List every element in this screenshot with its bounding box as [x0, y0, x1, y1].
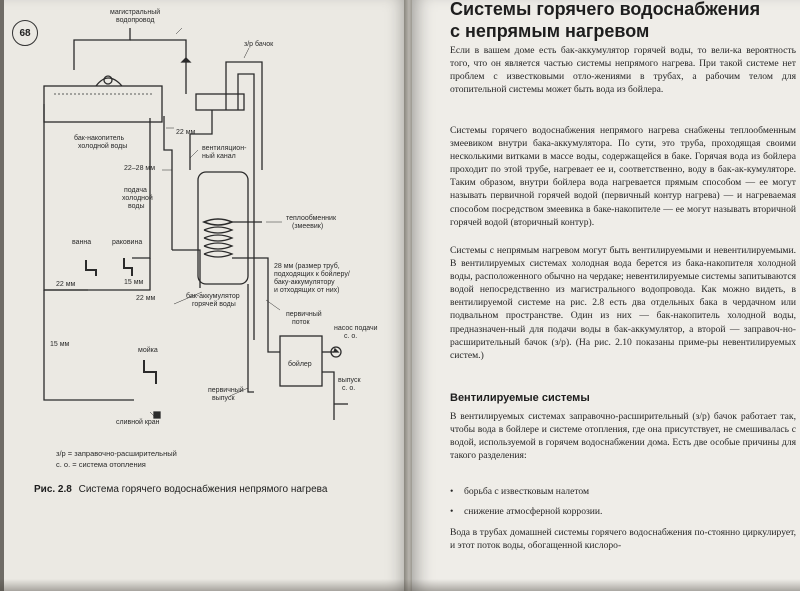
label-hot-tank-1: бак-аккумулятор: [186, 293, 240, 300]
label-main-supply-1: магистральный: [110, 9, 161, 16]
label-pump-1: насос подачи: [334, 325, 378, 332]
label-cold-tank-2: холодной воды: [78, 143, 128, 150]
right-page: [412, 0, 800, 591]
label-zb-tank: з/р бачок: [244, 41, 274, 48]
label-primary-outlet-2: выпуск: [212, 395, 235, 402]
label-pipe-22-a: 22 мм: [176, 129, 196, 136]
label-pipe-28-note-4: и отходящих от них): [274, 287, 340, 294]
paragraph-5: Вода в трубах домашней системы горячего водоснабжения по-стоянно циркулирует, и этот поток воды, обогащенной кислоро-: [450, 527, 796, 552]
float-valve-arm: [96, 78, 122, 86]
label-vent-channel-2: ный канал: [202, 153, 236, 160]
bullet-text: борьба с известковым налетом: [464, 486, 590, 497]
label-sink: раковина: [112, 239, 143, 246]
label-cold-feed-2: холодной: [122, 195, 153, 202]
page-number: 68: [12, 20, 38, 46]
supply-to-zb-pipe: [130, 40, 186, 62]
label-heat-exchanger-1: теплообменник: [286, 215, 337, 222]
bullet-text: снижение атмосферной коррозии.: [464, 506, 603, 517]
bullet-item: [450, 506, 796, 517]
legend-line: с. о. = система отопления: [56, 460, 146, 469]
label-drain-tap: сливной кран: [116, 419, 160, 426]
label-boiler: бойлер: [288, 361, 312, 368]
vent-pipe: [190, 110, 212, 170]
label-primary-outlet-1: первичный: [208, 387, 244, 394]
figure-caption-text: Система горячего водоснабжения непрямого нагрева: [78, 484, 328, 495]
label-bath: ванна: [72, 239, 92, 246]
label-pipe-22-c: 22 мм: [136, 295, 156, 302]
label-primary-flow-1: первичный: [286, 311, 322, 318]
cold-feed-down: [44, 104, 88, 290]
label-cold-feed-3: воды: [128, 203, 145, 210]
label-heat-exchanger-2: (змеевик): [292, 223, 324, 230]
label-hot-tank-2: горячей воды: [192, 301, 236, 308]
figure-number: Рис. 2.8: [34, 484, 72, 495]
bullet-marker: •: [450, 506, 454, 517]
label-pipe-15-b: 15 мм: [50, 341, 70, 348]
label-primary-flow-2: поток: [292, 319, 310, 326]
label-vent-channel-1: вентиляцион-: [202, 145, 247, 152]
diagram-legend: [56, 448, 177, 470]
feed-to-tank: [172, 250, 200, 288]
label-pipe-28-note-2: подходящих к бойлеру/: [274, 271, 350, 278]
label-outlet-1: выпуск: [338, 377, 361, 384]
section-title-line2: с непрямым нагревом: [450, 21, 650, 41]
figure-caption: [34, 484, 394, 495]
bullet-item: [450, 486, 796, 497]
paragraph-2: Системы горячего водоснабжения непрямого нагрева снабжены теплообменным змеевиком внутри бака-аккумулятора. По сути, это труба, проходящая своими несколькими витками в массе воды, содержащейся в баке. Горячая вода из бойлера проходит по этой трубе, нагревает ее и, соответственно, воду в бак-ак-кумуляторе. Таким образом, внутри бойлера вода нагревается прямым способом — ее могут называть первичной горячей водой (первичный контур нагрева) — и нагреваемая способом посредством змеевика в баке-накопителе — ее могут называть вторичной горячей водой (вторичный контур).: [450, 125, 796, 228]
label-pipe-22-28: 22–28 мм: [124, 165, 156, 172]
bullet-marker: •: [450, 486, 454, 497]
section-title: [450, 0, 796, 42]
hot-water-system-diagram: [4, 0, 408, 480]
label-pump-2: с. о.: [344, 333, 358, 340]
paragraph-3: Системы с непрямым нагревом могут быть вентилируемыми и невентилируемыми. В вентилируемых системах холодная вода берется из бака-накопителя холодной воды, расположенного обычно на чердаке; невентилируемые системы запитываются водой непосредственно из магистрального водопровода. Как можно видеть, в вентилируемой системе на рис. 2.8 есть два отдельных бака в чердачном или подвальном пространстве. Один из них — бак-накопитель холодной воды, предназначен-ный для подачи воды в бак-аккумулятор, а второй — заправоч-но-расширительный бачок (з/р). (На рис. 2.10 показаны приме-ры невентилируемых систем.): [450, 245, 796, 361]
paragraph-4: В вентилируемых системах заправочно-расширительный (з/р) бачок работает так, чтобы вода в бойлере и системе отопления, где она присутствует, не смешивалась с водой, используемой в горячем водоснабжении дома. Есть две особые причины для такого разделения:: [450, 411, 796, 462]
label-cold-tank-1: бак-накопитель: [74, 135, 125, 142]
page-bottom-shadow: [0, 579, 800, 591]
cold-water-tank-body: [44, 86, 162, 122]
label-pipe-22-b: 22 мм: [56, 281, 76, 288]
zb-tank-body: [196, 94, 244, 110]
legend-line: з/р = заправочно-расширительный: [56, 449, 177, 458]
left-page: [4, 0, 408, 591]
label-pipe-28-note-1: 28 мм (размер труб,: [274, 263, 340, 270]
paragraph-1: Если в вашем доме есть бак-аккумулятор горячей воды, то вели-ка вероятность того, что он является частью системы непрямого нагрева. При такой системе нет проблем с известковыми отло-жениями в трубах, а рабочим телом для отопительной системы может быть вода из бойлера.: [450, 45, 796, 96]
subhead-vented-systems: Вентилируемые системы: [450, 392, 590, 404]
label-main-supply-2: водопровод: [116, 17, 155, 24]
label-pipe-15-a: 15 мм: [124, 279, 144, 286]
cold-feed-pipe: [164, 116, 172, 250]
section-title-line1: Системы горячего водоснабжения: [450, 0, 761, 19]
label-pipe-28-note-3: баку-аккумулятору: [274, 279, 335, 286]
label-cold-feed-1: подача: [124, 187, 147, 194]
label-kitchen-sink: мойка: [138, 347, 158, 354]
label-outlet-2: с. о.: [342, 385, 356, 392]
